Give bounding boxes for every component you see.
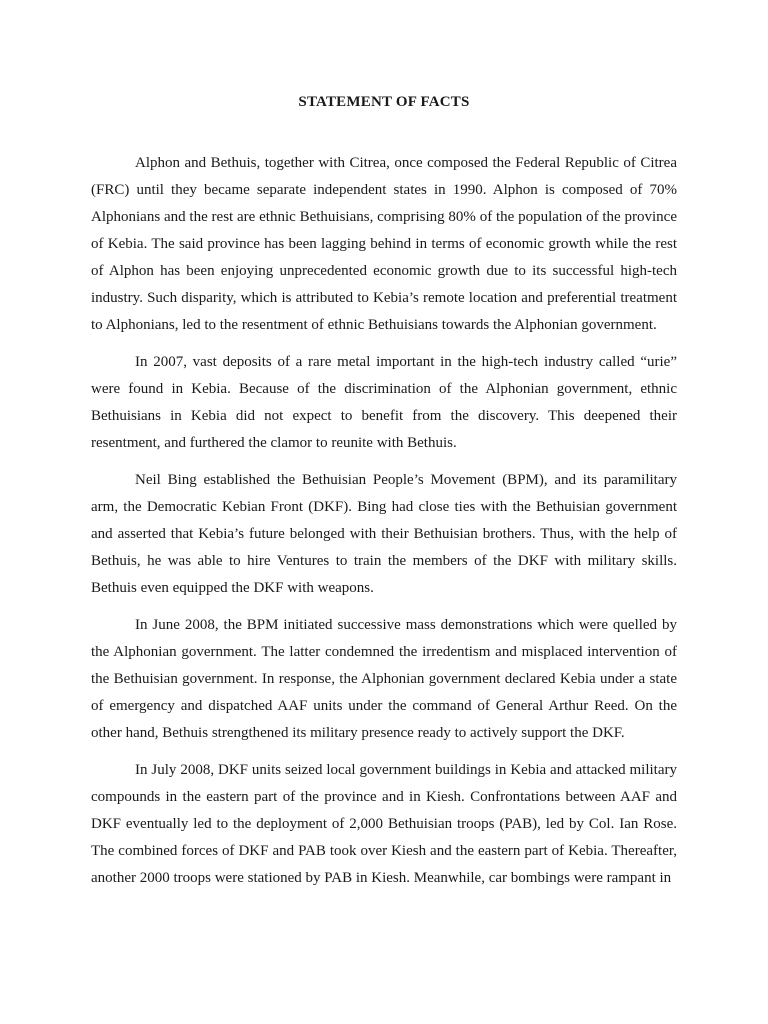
document-body bbox=[91, 150, 677, 902]
paragraph-2: In 2007, vast deposits of a rare metal important in the high-tech industry called “urie” were found in Kebia. Because of the discrimination of the Alphonian government, ethnic Bethuisians in Kebia did not expect to benefit from the discovery. This deepened their resentment, and furthered the clamor to reunite with Bethuis. bbox=[91, 354, 677, 451]
paragraph-5: In July 2008, DKF units seized local government buildings in Kebia and attacked military compounds in the eastern part of the province and in Kiesh. Confrontations between AAF and DKF eventually led to the deployment of 2,000 Bethuisian troops (PAB), led by Col. Ian Rose. The combined forces of DKF and PAB took over Kiesh and the eastern part of Kebia. Thereafter, another 2000 troops were stationed by PAB in Kiesh. Meanwhile, car bombings were rampant in bbox=[91, 762, 677, 886]
paragraph-4: In June 2008, the BPM initiated successive mass demonstrations which were quelled by the Alphonian government. The latter condemned the irredentism and misplaced intervention of the Bethuisian government. In response, the Alphonian government declared Kebia under a state of emergency and dispatched AAF units under the command of General Arthur Reed. On the other hand, Bethuis strengthened its military presence ready to actively support the DKF. bbox=[91, 617, 677, 741]
paragraph-3: Neil Bing established the Bethuisian People’s Movement (BPM), and its paramilitary arm, the Democratic Kebian Front (DKF). Bing had close ties with the Bethuisian government and asserted that Kebia’s future belonged with their Bethuisian brothers. Thus, with the help of Bethuis, he was able to hire Ventures to train the members of the DKF with military skills. Bethuis even equipped the DKF with weapons. bbox=[91, 472, 677, 596]
document-title: STATEMENT OF FACTS bbox=[298, 94, 470, 110]
paragraph-1: Alphon and Bethuis, together with Citrea, once composed the Federal Republic of Citrea (FRC) until they became separate independent states in 1990. Alphon is composed of 70% Alphonians and the rest are ethnic Bethuisians, comprising 80% of the population of the province of Kebia. The said province has been lagging behind in terms of economic growth while the rest of Alphon has been enjoying unprecedented economic growth due to its successful high-tech industry. Such disparity, which is attributed to Kebia’s remote location and preferential treatment to Alphonians, led to the resentment of ethnic Bethuisians towards the Alphonian government. bbox=[91, 155, 677, 333]
